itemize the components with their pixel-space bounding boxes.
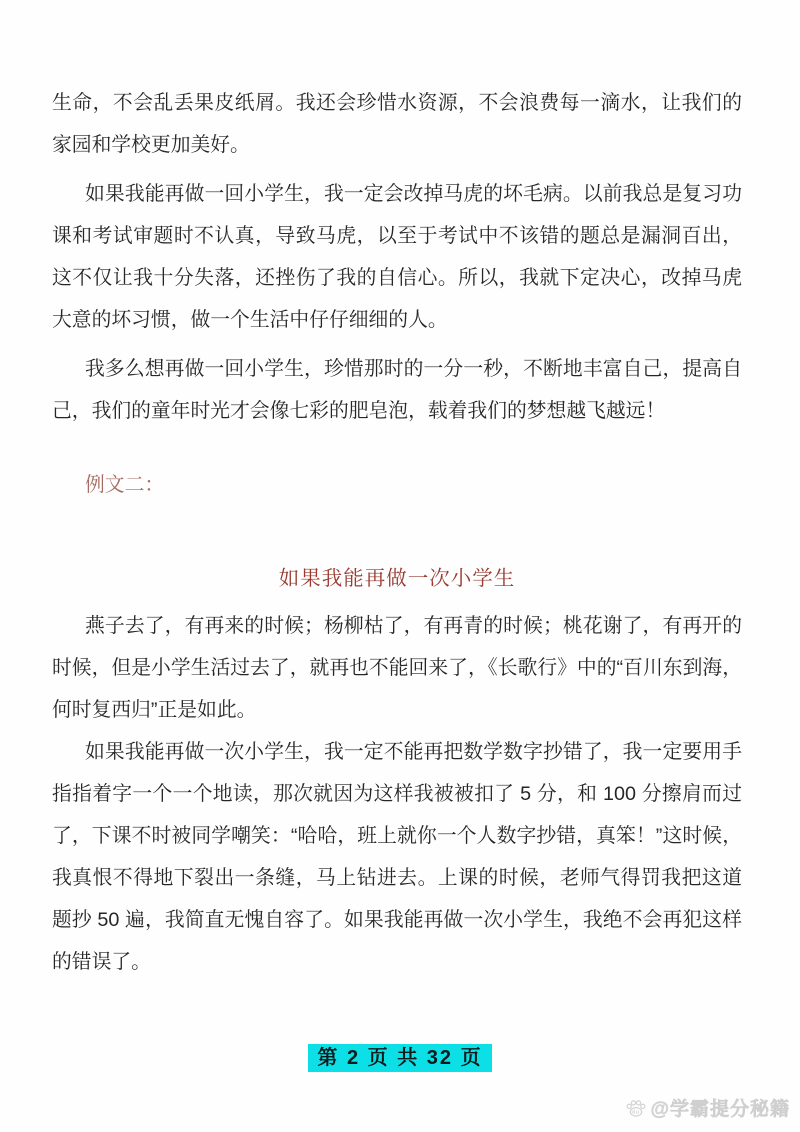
section-label: 例文二： <box>85 474 165 496</box>
page-footer <box>0 1044 800 1072</box>
paragraph: 如果我能再做一次小学生，我一定不能再把数学数字抄错了，我一定要用手指指着字一个一个地读，那次就因为这样我被被扣了 5 分，和 100 分擦肩而过了，下课不时被同学嘲笑：“哈哈，班上就你一个人数字抄错，真笨！”这时候，我真恨不得地下裂出一条缝，马上钻进去。上课的时候，老师气得罚我把这道题抄 50 遍，我简直无愧自容了。如果我能再做一次小学生，我绝不会再犯这样的错误了。 <box>52 741 742 973</box>
document-content <box>52 82 742 983</box>
paragraph: 如果我能再做一回小学生，我一定会改掉马虎的坏毛病。以前我总是复习功课和考试审题时不认真，导致马虎，以至于考试中不该错的题总是漏洞百出，这不仅让我十分失落，还挫伤了我的自信心。所以，我就下定决心，改掉马虎大意的坏习惯，做一个生活中仔仔细细的人。 <box>52 183 742 331</box>
paragraph: 我多么想再做一回小学生，珍惜那时的一分一秒，不断地丰富自己，提高自己，我们的童年时光才会像七彩的肥皂泡，载着我们的梦想越飞越远！ <box>52 358 742 422</box>
svg-text:du: du <box>632 1109 641 1116</box>
watermark <box>625 1094 790 1121</box>
watermark-text: @学霸提分秘籍 <box>650 1099 790 1120</box>
paragraph: 燕子去了，有再来的时候；杨柳枯了，有再青的时候；桃花谢了，有再开的时候，但是小学生活过去了，就再也不能回来了，《长歌行》中的“百川东到海，何时复西归”正是如此。 <box>52 615 742 721</box>
paragraph-continued: 生命，不会乱丢果皮纸屑。我还会珍惜水资源，不会浪费每一滴水，让我们的家园和学校更加美好。 <box>52 92 742 156</box>
baidu-paw-icon <box>625 1097 647 1119</box>
page-indicator: 第 2 页 共 32 页 <box>308 1044 491 1072</box>
essay-title: 如果我能再做一次小学生 <box>278 567 516 590</box>
